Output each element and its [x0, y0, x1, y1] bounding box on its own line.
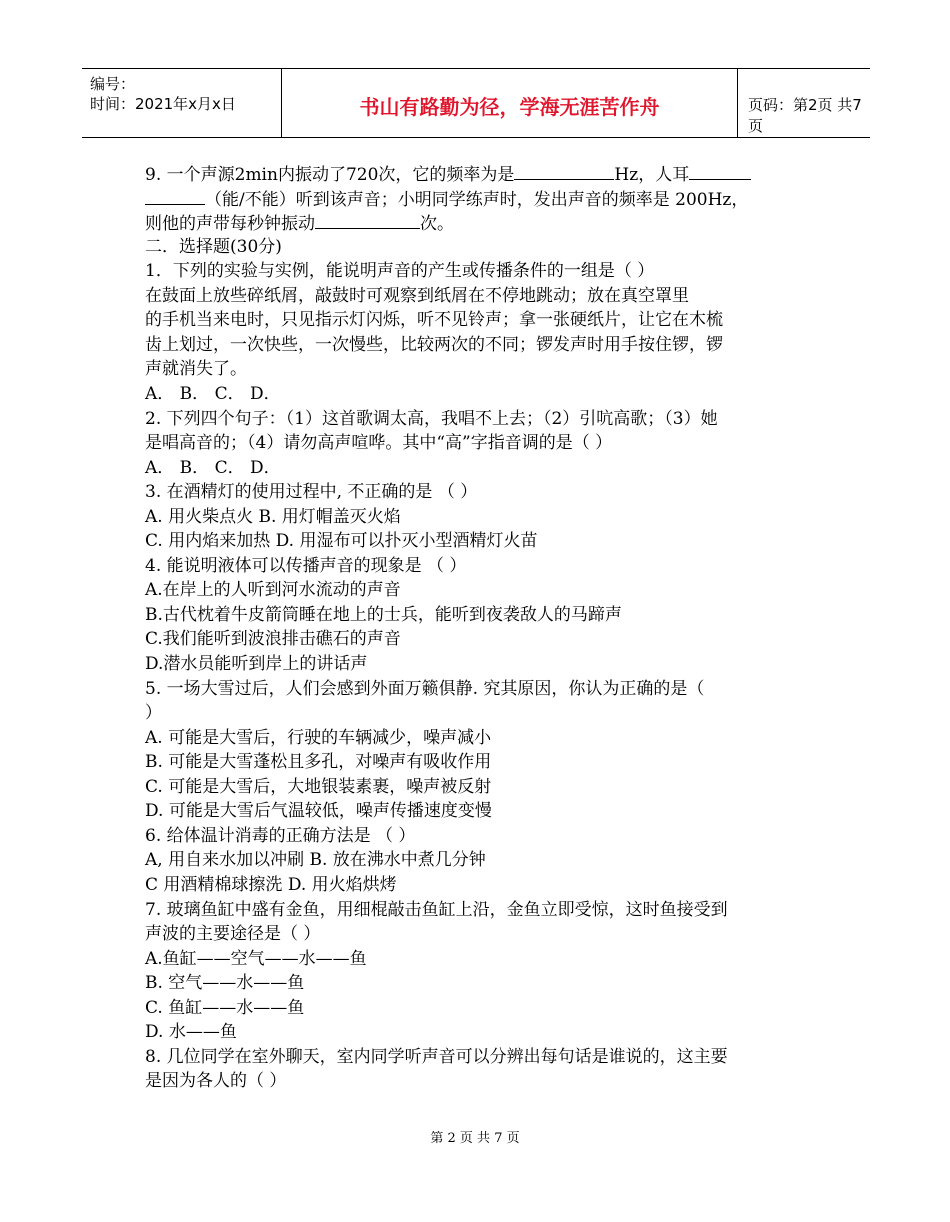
line-text: 声就消失了。	[145, 359, 247, 380]
text-line	[145, 163, 751, 185]
line-text: 7. 玻璃鱼缸中盛有金鱼，用细棍敲击鱼缸上沿，金鱼立即受惊，这时鱼接受到	[145, 899, 728, 920]
line-text: 是唱高音的；（4）请勿高声喧哗。其中“高”字指音调的是（ ）	[145, 433, 613, 454]
text-line	[145, 605, 622, 625]
text-line	[145, 1071, 286, 1091]
line-text: 声波的主要途径是（ ）	[145, 924, 321, 945]
text-line	[145, 409, 718, 429]
answer-blank[interactable]	[315, 212, 420, 229]
text-line	[145, 777, 491, 797]
line-text: A.在岸上的人听到河水流动的声音	[145, 580, 401, 601]
text-line	[145, 335, 723, 355]
header-page-cell	[738, 69, 870, 137]
text-line	[145, 261, 654, 281]
line-text: 5. 一场大雪过后，人们会感到外面万籁俱静. 究其原因，你认为正确的是（	[145, 678, 705, 699]
line-text: B.古代枕着牛皮箭筒睡在地上的士兵，能听到夜袭敌人的马蹄声	[145, 604, 622, 625]
text-line	[145, 826, 415, 846]
line-text: 齿上划过，一次快些，一次慢些，比较两次的不同；锣发声时用手按住锣，锣	[145, 334, 723, 355]
line-text: （能/不能）听到该声音；小明同学练声时，发出声音的频率是 200Hz，	[205, 189, 749, 210]
text-line	[145, 752, 491, 772]
text-line	[145, 188, 748, 210]
document-number: 编号：	[90, 75, 136, 93]
text-line	[145, 384, 281, 404]
text-line	[145, 286, 689, 306]
text-line	[145, 924, 320, 944]
line-text: Hz，人耳	[614, 165, 690, 185]
header-meta-cell	[82, 69, 282, 137]
line-text: C. 可能是大雪后，大地银装素裹，噪声被反射	[145, 776, 492, 797]
answer-blank[interactable]	[145, 188, 205, 205]
text-line	[145, 580, 401, 600]
text-line	[145, 458, 281, 478]
line-text: A. 用火柴点火 B. 用灯帽盖灭火焰	[145, 506, 401, 527]
line-text: 次。	[420, 214, 454, 235]
line-text: D. 水——鱼	[145, 1022, 237, 1043]
line-text: A． B． C． D．	[145, 457, 281, 478]
document-date: 时间：2021年x月x日	[90, 95, 236, 113]
text-line	[145, 973, 304, 993]
text-line	[145, 310, 723, 330]
line-text: A. 可能是大雪后，行驶的车辆减少，噪声减小	[145, 727, 492, 748]
line-text: 1．下列的实验与实例，能说明声音的产生或传播条件的一组是（ ）	[145, 261, 655, 282]
text-line	[145, 801, 492, 821]
text-line	[145, 728, 491, 748]
line-text: 则他的声带每秒钟振动	[145, 214, 315, 235]
text-line	[145, 1047, 728, 1067]
text-line	[145, 482, 477, 502]
text-line	[145, 629, 401, 649]
page-footer: 第 2 页 共 7 页	[430, 1131, 520, 1146]
line-text: 在鼓面上放些碎纸屑，敲鼓时可观察到纸屑在不停地跳动；放在真空罩里	[145, 285, 689, 306]
answer-blank[interactable]	[689, 163, 751, 180]
line-text: 是因为各人的（ ）	[145, 1071, 287, 1092]
text-line	[145, 998, 304, 1018]
text-line	[145, 679, 704, 699]
line-text: 的手机当来电时，只见指示灯闪烁，听不见铃声；拿一张硬纸片，让它在木梳	[145, 310, 723, 331]
text-line	[145, 212, 454, 234]
text-line	[145, 875, 397, 895]
text-line	[145, 556, 466, 576]
text-line	[145, 237, 282, 257]
text-line	[145, 1022, 237, 1042]
line-text: D. 可能是大雪后气温较低，噪声传播速度变慢	[145, 801, 492, 822]
text-line	[145, 507, 401, 527]
text-line	[145, 531, 537, 551]
line-text: 3. 在酒精灯的使用过程中, 不正确的是 （ ）	[145, 482, 478, 503]
line-text: C. 用内焰来加热 D. 用湿布可以扑灭小型酒精灯火苗	[145, 531, 538, 552]
text-line	[145, 703, 162, 723]
line-text: A.鱼缸——空气——水——鱼	[145, 948, 367, 969]
line-text: D.潜水员能听到岸上的讲话声	[145, 654, 368, 674]
text-line	[145, 900, 728, 920]
page-info: 页码：第2页 共7页	[748, 96, 862, 135]
text-line	[145, 359, 247, 379]
line-text: C. 鱼缸——水——鱼	[145, 997, 305, 1018]
line-text: B. 可能是大雪蓬松且多孔，对噪声有吸收作用	[145, 752, 492, 773]
text-line	[145, 949, 367, 969]
header-motto-cell	[282, 69, 738, 137]
line-text: 2. 下列四个句子：（1）这首歌调太高，我唱不上去；（2）引吭高歌；（3）她	[145, 408, 718, 429]
line-text: 4. 能说明液体可以传播声音的现象是 （ ）	[145, 555, 467, 576]
text-line	[145, 654, 367, 674]
page-header	[82, 68, 870, 138]
text-line	[145, 850, 486, 870]
line-text: ）	[145, 703, 162, 724]
line-text: C 用酒精棉球擦洗 D. 用火焰烘烤	[145, 874, 397, 895]
line-text: 二．选择题(30分)	[145, 236, 282, 257]
text-line	[145, 433, 612, 453]
line-text: 6. 给体温计消毒的正确方法是 （ ）	[145, 825, 416, 846]
answer-blank[interactable]	[514, 163, 614, 180]
line-text: A, 用自来水加以冲刷 B. 放在沸水中煮几分钟	[145, 850, 486, 871]
line-text: 9. 一个声源2min内振动了720次，它的频率为是	[145, 165, 515, 185]
line-text: B. 空气——水——鱼	[145, 973, 305, 994]
motto: 书山有路勤为径，学海无涯苦作舟	[359, 95, 660, 119]
line-text: C.我们能听到波浪排击礁石的声音	[145, 629, 401, 650]
line-text: A． B． C． D．	[145, 383, 281, 404]
line-text: 8. 几位同学在室外聊天，室内同学听声音可以分辨出每句话是谁说的，这主要	[145, 1046, 728, 1067]
